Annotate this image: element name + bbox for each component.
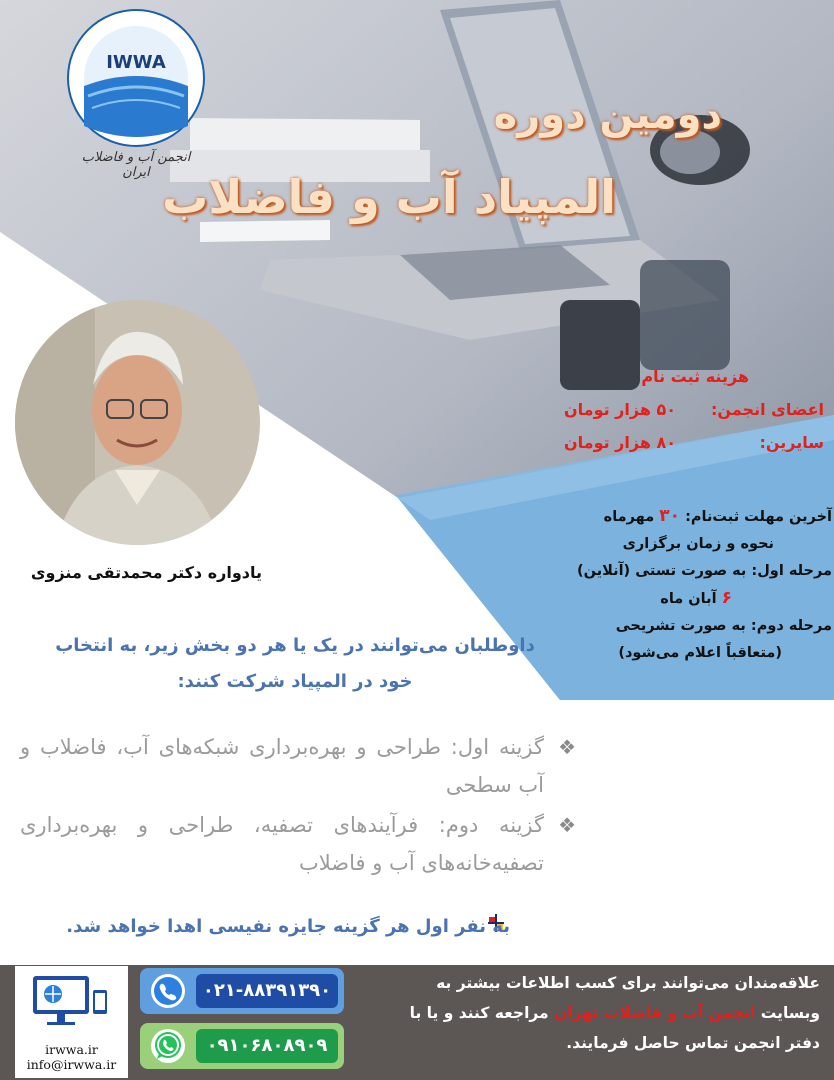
footer-text-part1: علاقه‌مندان می‌توانند برای کسب اطلاعات بیشتر به وبسایت: [436, 974, 820, 1022]
option-text: گزینه دوم: فرآیندهای تصفیه، طراحی و بهره‌برداری تصفیه‌خانه‌های آب و فاضلاب: [20, 813, 544, 875]
website-info: [15, 1042, 128, 1072]
prize-text: به نفر اول هر گزینه جایزه نفیسی اهدا خواهد شد.: [66, 916, 510, 937]
options-list: [20, 728, 576, 884]
stage1-text: مرحله اول: به صورت تستی (آنلاین): [577, 563, 832, 579]
deadline-day: ۳۰: [659, 506, 681, 526]
phone-call-icon: [150, 973, 186, 1009]
footer-text-part2: مراجعه کنند و یا با دفتر انجمن تماس حاصل فرمایند.: [409, 1004, 820, 1052]
svg-text:IWWA: IWWA: [106, 52, 166, 73]
portrait-photo: [15, 300, 260, 545]
whatsapp-number-link[interactable]: ۰۹۱۰۶۸۰۸۹۰۹: [196, 1029, 338, 1063]
iwwa-logo: [66, 8, 206, 148]
stage2-note: (متعاقباً اعلام می‌شود): [618, 645, 782, 661]
stage1-date: [560, 585, 832, 613]
title-line2: المپیاد آب و فاضلاب: [162, 170, 616, 224]
phone-box: [140, 968, 344, 1014]
schedule-block: [560, 503, 832, 667]
option-text: گزینه اول: طراحی و بهره‌برداری شبکه‌های آب، فاضلاب و آب سطحی: [20, 735, 544, 797]
website-link[interactable]: irwwa.ir: [45, 1042, 98, 1057]
fee-others-label: سایرین:: [759, 433, 824, 452]
fee-members-row: [564, 393, 824, 426]
deadline-label: آخرین مهلت ثبت‌نام:: [685, 509, 832, 525]
memorial-caption: یادواره دکتر محمدتقی منزوی: [30, 563, 262, 582]
fee-heading: هزینه ثبت نام: [641, 367, 749, 386]
deadline-row: [560, 503, 832, 531]
fee-block: [564, 360, 824, 459]
footer-highlight-link[interactable]: انجمن آب و فاضلاب تهران: [554, 1004, 756, 1022]
whatsapp-icon: [150, 1028, 186, 1064]
title-line1: دومین دوره: [493, 92, 722, 138]
fee-members-value: ۵۰ هزار تومان: [564, 400, 677, 419]
email-link[interactable]: info@irwwa.ir: [26, 1057, 117, 1072]
whatsapp-box: [140, 1023, 344, 1069]
footer-contact-text: [386, 968, 820, 1058]
deadline-month: مهرماه: [603, 509, 655, 525]
stage2-text: مرحله دوم: به صورت تشریحی: [615, 618, 832, 634]
diamond-bullet-icon: ❖: [558, 813, 576, 837]
phone-number-link[interactable]: ۰۲۱-۸۸۳۹۱۳۹۰: [196, 974, 338, 1008]
stage1-day: ۶: [721, 588, 732, 608]
fee-members-label: اعضای انجمن:: [711, 400, 824, 419]
intro-text: داوطلبان می‌توانند در یک یا هر دو بخش زیر، به انتخاب خود در المپیاد شرکت کنند:: [55, 635, 535, 692]
option-item-1: [20, 728, 576, 804]
logo-caption: انجمن آب و فاضلاب ایران: [81, 150, 191, 180]
option-item-2: [20, 806, 576, 882]
diamond-bullet-icon: ❖: [558, 735, 576, 759]
fee-others-value: ۸۰ هزار تومان: [564, 433, 677, 452]
devices-icon: [31, 972, 111, 1032]
stage1-month: آبان ماه: [660, 591, 717, 607]
website-box: [15, 966, 128, 1078]
format-heading: نحوه و زمان برگزاری: [622, 536, 774, 552]
fee-others-row: [564, 426, 824, 459]
